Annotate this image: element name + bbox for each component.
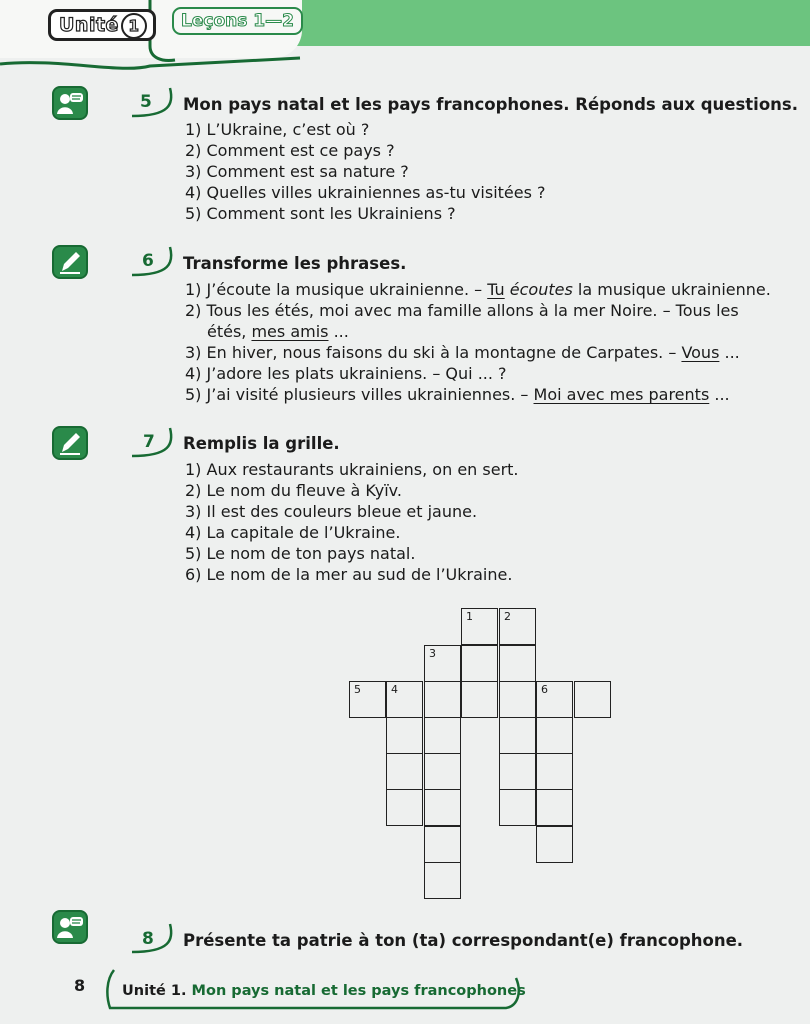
sentence-text: ... <box>328 322 349 341</box>
crossword-cell[interactable] <box>424 717 461 754</box>
list-item <box>185 321 771 342</box>
lessons-range: 1—2 <box>253 11 294 31</box>
crossword-cell[interactable] <box>349 681 386 718</box>
sentence-text: 3) En hiver, nous faisons du ski à la montagne de Carpates. – <box>185 343 682 362</box>
clue-number: 4 <box>391 683 398 696</box>
list-item: 3) Comment est sa nature ? <box>185 162 409 181</box>
list-item: 4) Quelles villes ukrainiennes as-tu visitées ? <box>185 183 546 202</box>
underlined-word: mes amis <box>251 322 329 341</box>
exercise-7-clues <box>185 459 519 585</box>
crossword-cell[interactable] <box>424 826 461 863</box>
crossword-cell[interactable] <box>499 753 536 790</box>
clue-number: 1 <box>466 610 473 623</box>
exercise-8-number: 8 <box>142 929 154 949</box>
list-item: 1) Aux restaurants ukrainiens, on en sert. <box>185 460 519 479</box>
crossword-cell[interactable] <box>424 789 461 826</box>
exercise-7-title: Remplis la grille. <box>183 434 340 453</box>
sentence-text: la musique ukrainienne. <box>572 280 771 299</box>
exercise-5-title: Mon pays natal et les pays francophones. Réponds aux questions. <box>183 95 798 114</box>
crossword-cell[interactable] <box>424 645 461 682</box>
underlined-word: Tu <box>487 280 505 299</box>
clue-number: 6 <box>541 683 548 696</box>
page-number: 8 <box>74 976 86 995</box>
list-item: 6) Le nom de la mer au sud de l’Ukraine. <box>185 565 513 584</box>
clue-number: 5 <box>354 683 361 696</box>
sentence-text: ... <box>719 343 740 362</box>
footer-unit: Unité 1. <box>122 983 187 999</box>
exercise-7-number: 7 <box>143 432 155 452</box>
list-item: 2) Comment est ce pays ? <box>185 141 395 160</box>
clue-number: 3 <box>429 647 436 660</box>
unit-label: Unité <box>59 14 119 36</box>
crossword-cell[interactable] <box>536 717 573 754</box>
writing-icon <box>52 245 88 279</box>
list-item: 2) Le nom du fleuve à Kyïv. <box>185 481 402 500</box>
list-item: 5) Comment sont les Ukrainiens ? <box>185 204 456 223</box>
list-item <box>185 384 771 405</box>
crossword-cell[interactable] <box>499 717 536 754</box>
crossword-cell[interactable] <box>499 681 536 718</box>
crossword-cell[interactable] <box>386 753 423 790</box>
list-item: 5) Le nom de ton pays natal. <box>185 544 416 563</box>
crossword-cell[interactable] <box>536 681 573 718</box>
unit-number: 1 <box>121 13 147 39</box>
footer-title <box>122 983 526 999</box>
lessons-badge <box>172 7 303 35</box>
crossword-cell[interactable] <box>424 753 461 790</box>
crossword-cell[interactable] <box>536 826 573 863</box>
crossword-cell[interactable] <box>499 608 536 645</box>
speaking-icon <box>52 910 88 944</box>
list-item: 2) Tous les étés, moi avec ma famille allons à la mer Noire. – Tous les <box>185 301 739 320</box>
sentence-text: 5) J’ai visité plusieurs villes ukrainiennes. – <box>185 385 534 404</box>
crossword-cell[interactable] <box>386 681 423 718</box>
crossword-cell[interactable] <box>536 753 573 790</box>
underlined-word: Vous <box>681 343 720 362</box>
italic-word: écoutes <box>509 280 573 299</box>
crossword-cell[interactable] <box>574 681 611 718</box>
lessons-label: Leçons <box>181 11 248 31</box>
list-item: 3) Il est des couleurs bleue et jaune. <box>185 502 478 521</box>
crossword-cell[interactable] <box>461 681 498 718</box>
crossword-cell[interactable] <box>499 789 536 826</box>
exercise-5-questions <box>185 119 546 224</box>
crossword-cell[interactable] <box>424 862 461 899</box>
sentence-text: 1) J’écoute la musique ukrainienne. – <box>185 280 488 299</box>
list-item <box>185 279 771 300</box>
crossword-cell[interactable] <box>536 789 573 826</box>
crossword-cell[interactable] <box>386 717 423 754</box>
unit-badge <box>48 9 156 41</box>
sentence-text: ... <box>709 385 730 404</box>
clue-number: 2 <box>504 610 511 623</box>
exercise-6-number: 6 <box>142 251 154 271</box>
footer-chapter-title: Mon pays natal et les pays francophones <box>191 983 526 999</box>
list-item: 4) La capitale de l’Ukraine. <box>185 523 401 542</box>
crossword-cell[interactable] <box>499 645 536 682</box>
exercise-6-sentences <box>185 279 771 405</box>
crossword-cell[interactable] <box>424 681 461 718</box>
list-item: 1) L’Ukraine, c’est où ? <box>185 120 370 139</box>
exercise-8-title: Présente ta patrie à ton (ta) correspondant(e) francophone. <box>183 931 744 950</box>
writing-icon <box>52 426 88 460</box>
crossword-cell[interactable] <box>386 789 423 826</box>
speaking-icon <box>52 86 88 120</box>
underlined-word: Moi avec mes parents <box>533 385 710 404</box>
crossword-cell[interactable] <box>461 608 498 645</box>
list-item <box>185 342 771 363</box>
exercise-5-number: 5 <box>140 92 152 112</box>
crossword-cell[interactable] <box>461 645 498 682</box>
sentence-text: étés, <box>207 322 252 341</box>
list-item: 4) J’adore les plats ukrainiens. – Qui ... ? <box>185 364 507 383</box>
exercise-6-title: Transforme les phrases. <box>183 254 407 273</box>
